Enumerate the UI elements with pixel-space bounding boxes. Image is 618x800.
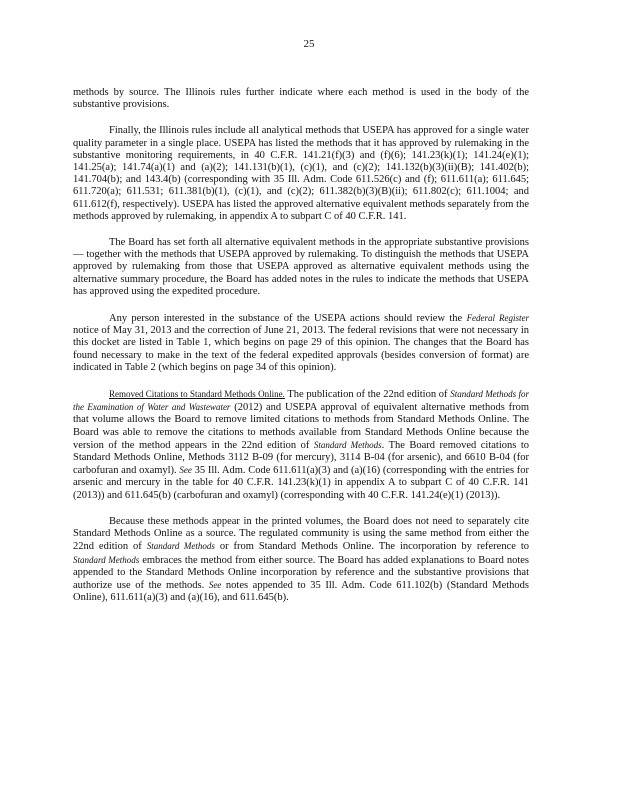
paragraph-1: methods by source. The Illinois rules further indicate where each method is used in the body of the substantive provisions. <box>73 87 529 111</box>
p6-text-1: Because these methods appear in the printed volumes, the Board does not need to separately cite Standard Methods Online as a source. The regulated community is using the same method from either the 22nd edition of <box>73 515 529 553</box>
p6-italic-2: Standard Methods <box>73 554 140 565</box>
p4-text-post: notice of May 31, 2013 and the correction of June 21, 2013. The federal revisions that were not necessary in this docket are listed in Table 1, which begins on page 29 of this opinion. The changes that the Board has found necessary to make in the text of the federal expedited approvals (besides conversion of format) are indicated in Table 2 (which begins on page 34 of this opinion). <box>73 325 529 373</box>
federal-register-italic: Federal Register <box>466 313 530 324</box>
p6-italic-3: See <box>208 579 222 590</box>
p6-italic-1: Standard Methods <box>146 541 215 552</box>
p5-text-2: (2012) and USEPA approval of equivalent alternative methods from that volume allows the Board to remove limited citations to methods from Standard Methods Online. The Board was able to remove the citations to methods available from Standard Methods Online because the version of the method appears in the 22nd edition of <box>73 402 529 451</box>
document-body <box>73 87 529 618</box>
paragraph-2: Finally, the Illinois rules include all analytical methods that USEPA has approved for a single water quality parameter in a single place. USEPA has listed the methods that it has approved by rulemaking in the substantive monitoring requirements, in 40 C.F.R. 141.21(f)(3) and (f)(6); 141.23(k)(1); 141.24(e)(1); 141.25(a); 141.74(a)(1) and (a)(2); 141.131(b)(1), (c)(1), and (c)(2); 141.132(b)(3)(ii)(B); 141.402(b); 141.704(b); and 143.4(b) (corresponding with 35 Ill. Adm. Code 611.526(c) and (f); 611.611(a); 611.645; 611.720(a); 611.531; 611.381(b)(1), (c)(1), and (c)(2); 611.382(b)(3)(B)(ii); 611.802(c); 611.1004; and 611.612(f), respectively). USEPA has listed the approved alternative equivalent methods separately from the methods approved by rulemaking, in appendix A to subpart C of 40 C.F.R. 141. <box>73 125 529 222</box>
page-number: 25 <box>303 38 315 50</box>
p5-text-4: 35 Ill. Adm. Code 611.611(a)(3) and (a)(16) (corresponding with the entries for arsenic and mercury in the table for 40 C.F.R. 141.23(k)(1) in appendix A to subpart C of 40 C.F.R. 141 (2013)) and 611.645(b) (carbofuran and oxamyl) (corresponding with 40 C.F.R. 141.24(e)(1) (2013)). <box>73 465 529 501</box>
section-heading: Removed Citations to Standard Methods Online. <box>109 389 285 400</box>
p6-text-4: notes appended to 35 Ill. Adm. Code 611.102(b) (Standard Methods Online), 611.611(a)(3) and (a)(16), and 611.645(b). <box>73 579 530 604</box>
p5-text-3: . The Board removed citations to Standard Methods Online, Methods 3112 B-09 (for mercury), 3114 B-04 (for arsenic), and 6610 B-04 (for carbofuran and oxamyl). <box>73 439 529 477</box>
paragraph-3: The Board has set forth all alternative equivalent methods in the appropriate substantive provisions — together with the methods that USEPA approved by rulemaking. To distinguish the methods that USEPA approved by rulemaking from those that USEPA approved as alternative equivalent methods using the alternative summary procedure, the Board has added notes in the rules to indicate the methods that USEPA has approved using the expedited procedure. <box>73 237 529 297</box>
p4-text-pre: Any person interested in the substance of the USEPA actions should review the <box>109 313 467 325</box>
p5-italic-2: Standard Methods <box>313 439 382 450</box>
paragraph-5 <box>73 388 529 502</box>
p5-italic-3: See <box>179 465 192 476</box>
p5-italic-1: Standard Methods for the Examination of Water and Wastewater <box>73 389 530 413</box>
paragraph-4 <box>73 312 529 374</box>
p6-text-3: embraces the method from either source. The Board has added explanations to Board notes appended to the Standard Methods Online incorporation by reference and the substantive provisions that authorize use of the methods. <box>73 554 529 591</box>
paragraph-6 <box>73 516 529 604</box>
p6-text-2: or from Standard Methods Online. The incorporation by reference to <box>214 541 529 553</box>
p5-text-1: The publication of the 22nd edition of <box>284 389 451 401</box>
